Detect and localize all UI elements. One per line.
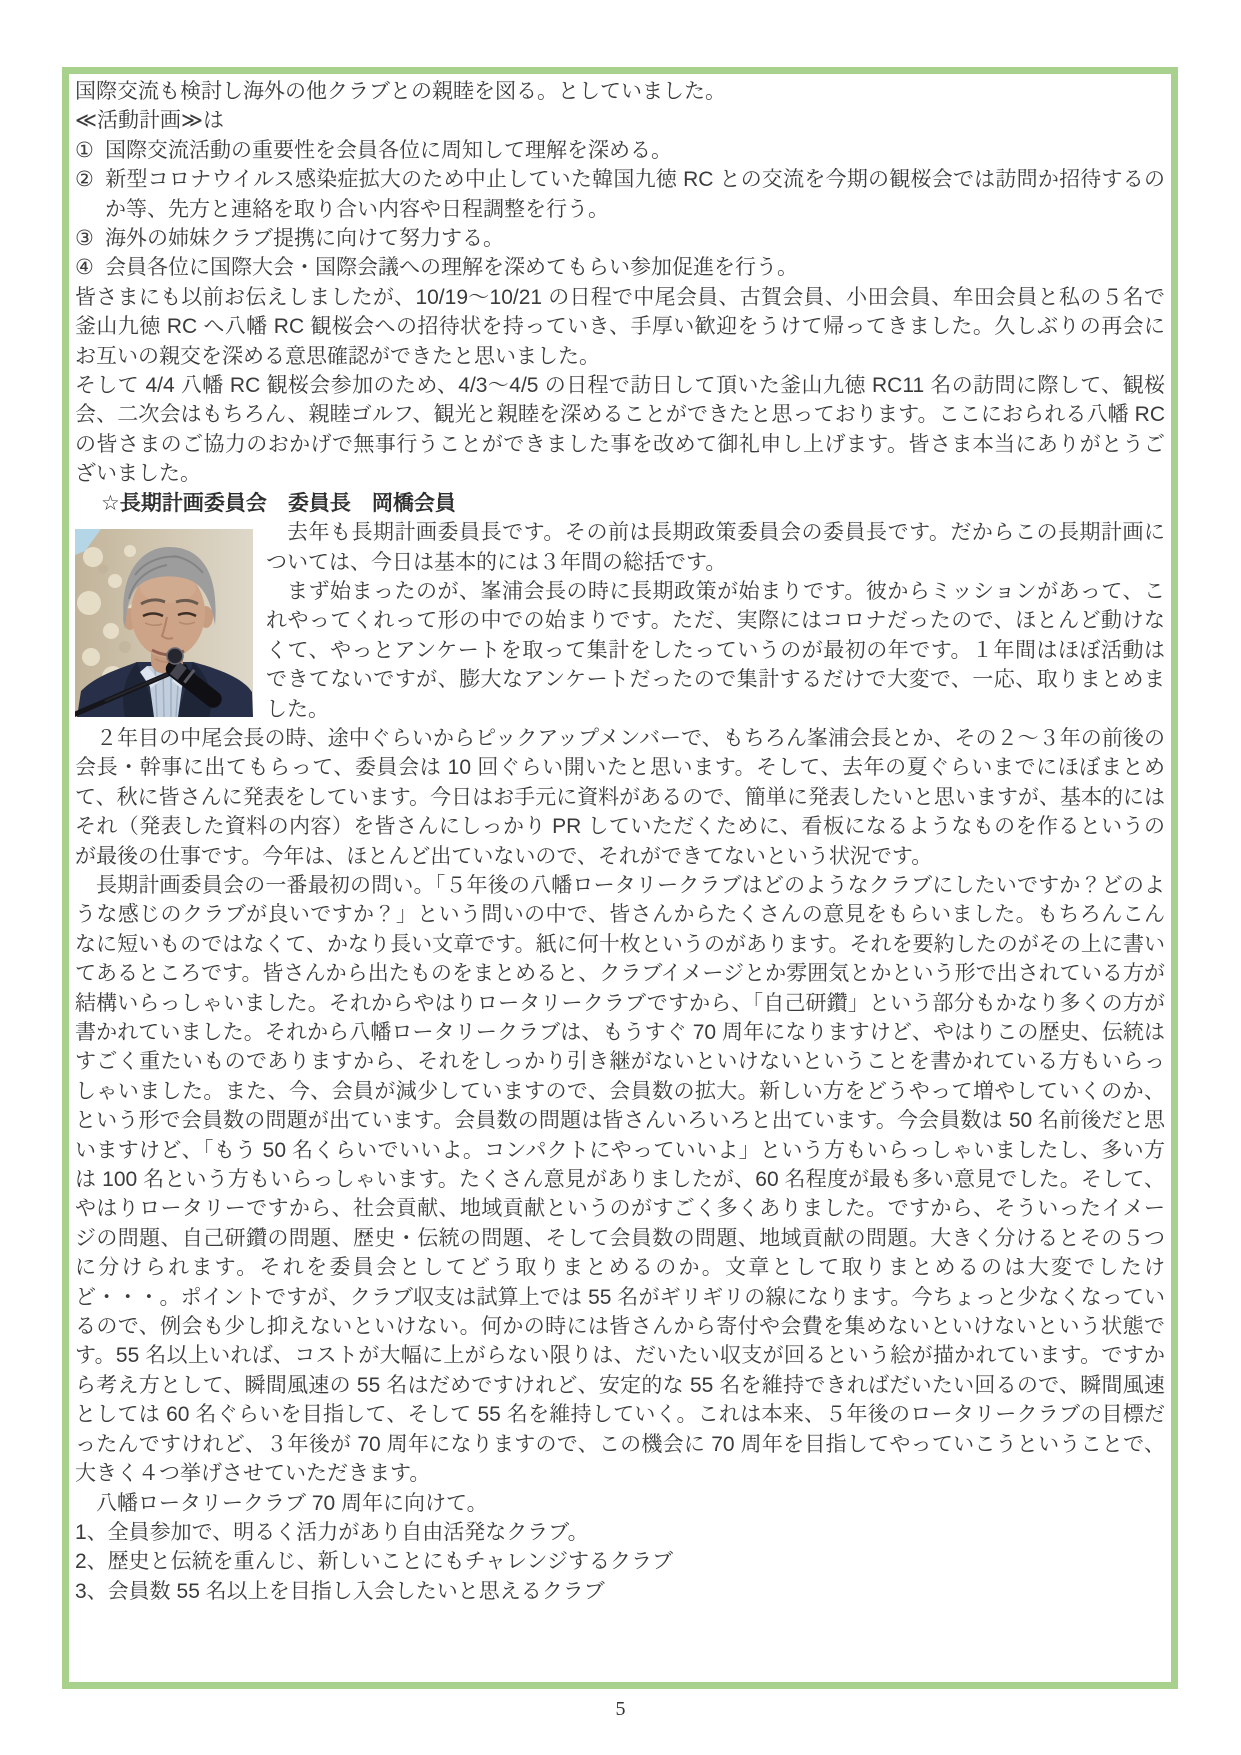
plan-item-text: 会員各位に国際大会・国際会議への理解を深めてもらい参加促進を行う。 <box>105 256 798 280</box>
speech-paragraph-2: まず始まったのが、峯浦会長の時に長期政策が始まりです。彼からミッションがあって、これやってくれって形の中での始まりです。ただ、実際にはコロナだったので、ほとんど動けなくて、やっとアンケートを取って集計をしたっていうのが最初の年です。１年間はほぼ活動はできてないですが、膨大なアンケートだったので集計するだけで大変で、一応、取りまとめました。 <box>266 579 1165 721</box>
speech-paragraph-1: 去年も長期計画委員長です。その前は長期政策委員会の委員長です。だからこの長期計画については、今日は基本的には３年間の総括です。 <box>266 521 1165 574</box>
paragraph-busan-visit: 皆さまにも以前お伝えしましたが、10/19～10/21 の日程で中尾会員、古賀会員、小田会員、牟田会員と私の５名で釜山九徳 RC へ八幡 RC 観桜会への招待状を持っていき、手厚い歓迎をうけて帰ってきました。久しぶりの再会にお互いの親交を深める意思確認ができたと思いました。 <box>75 285 1165 368</box>
intro-line: 国際交流も検討し海外の他クラブとの親睦を図る。としていました。 <box>75 80 726 103</box>
speech-paragraph-3: ２年目の中尾会長の時、途中ぐらいからピックアップメンバーで、もちろん峯浦会長とか、その２～３年の前後の会長・幹事に出てもらって、委員会は 10 回ぐらい開いたと思います。そして、去年の夏ぐらいまでにほぼまとめて、秋に皆さんに発表をしています。今日はお手元に資料があるので、簡単に発表したいと思いますが、基本的にはそれ（発表した資料の内容）を皆さんにしっかり PR していただくために、看板になるようなものを作るというのが最後の仕事です。今年は、ほとんど出ていないので、それができてないという状況です。 <box>75 726 1165 868</box>
section-heading-long-term-committee: ☆長期計画委員会 委員長 岡橋会員 <box>101 491 456 515</box>
green-border-frame <box>62 67 1178 1689</box>
goal-item-2: 2、歴史と伝統を重んじ、新しいことにもチャレンジするクラブ <box>75 1550 673 1574</box>
plan-item-number: ③ <box>75 227 94 251</box>
goal-item-1: 1、全員参加で、明るく活力があり自由活発なクラブ。 <box>75 1520 589 1544</box>
speaker-photo <box>75 529 253 717</box>
plan-item-2 <box>75 165 1165 224</box>
plan-item-1 <box>75 136 1165 165</box>
plan-title: ≪活動計画≫は <box>75 109 224 133</box>
speaker-photo-graphic <box>75 529 253 717</box>
anniversary-intro: 八幡ロータリークラブ 70 周年に向けて。 <box>96 1491 488 1515</box>
speech-block <box>75 518 1165 1488</box>
plan-item-number: ① <box>75 138 94 162</box>
paragraph-kuduck-visit: そして 4/4 八幡 RC 観桜会参加のため、4/3～4/5 の日程で訪日して頂いた釜山九徳 RC11 名の訪問に際して、観桜会、二次会はもちろん、親睦ゴルフ、観光と親睦を深めることができたと思っております。ここにおられる八幡 RC の皆さまのご協力のおかげで無事行うことができました事を改めて御礼申し上げます。皆さま本当にありがとうございました。 <box>75 374 1165 486</box>
speech-paragraph-4: 長期計画委員会の一番最初の問い。「５年後の八幡ロータリークラブはどのようなクラブにしたいですか？どのような感じのクラブが良いですか？」という問いの中で、皆さんからたくさんの意見をもらいました。もちろんこんなに短いものではなくて、かなり長い文章です。紙に何十枚というのがあります。それを要約したのがその上に書いてあるところです。皆さんから出たものをまとめると、クラブイメージとか雰囲気とかという形で出されている方が結構いらっしゃいました。それからやはりロータリークラブですから、「自己研鑽」という部分もかなり多くの方が書かれていました。それから八幡ロータリークラブは、もうすぐ 70 周年になりますけど、やはりこの歴史、伝統はすごく重たいものでありますから、それをしっかり引き継がないといけないということを書かれている方もいらっしゃいました。また、今、会員が減少していますので、会員数の拡大。新しい方をどうやって増やしていくのか、という形で会員数の問題が出ています。会員数の問題は皆さんいろいろと出ています。今会員数は 50 名前後だと思いますけど、「もう 50 名くらいでいいよ。コンパクトにやっていいよ」という方もいらっしゃいましたし、多い方は 100 名という方もいらっしゃいます。たくさん意見がありましたが、60 名程度が最も多い意見でした。そして、やはりロータリーですから、社会貢献、地域貢献というのがすごく多くありました。ですから、そういったイメージの問題、自己研鑽の問題、歴史・伝統の問題、そして会員数の問題、地域貢献の問題。大きく分けるとその５つに分けられます。それを委員会としてどう取りまとめるのか。文章として取りまとめるのは大変でしたけど・・・。ポイントですが、クラブ収支は試算上では 55 名がギリギリの線になります。今ちょっと少なくなっているので、例会も少し抑えないといけない。何かの時には皆さんから寄付や会費を集めないといけないという状態です。55 名以上いれば、コストが大幅に上がらない限りは、だいたい収支が回るという絵が描かれています。ですから考え方として、瞬間風速の 55 名はだめですけれど、安定的な 55 名を維持できればだいたい回るので、瞬間風速としては 60 名ぐらいを目指して、そして 55 名を維持していく。これは本来、５年後のロータリークラブの目標だったんですけれど、３年後が 70 周年になりますので、この機会に 70 周年を目指してやっていこうということで、大きく４つ挙げさせていただきます。 <box>75 873 1165 1486</box>
plan-item-text: 国際交流活動の重要性を会員各位に周知して理解を深める。 <box>105 138 672 162</box>
plan-item-number: ④ <box>75 256 94 280</box>
plan-item-3 <box>75 224 1165 253</box>
plan-item-text: 新型コロナウイルス感染症拡大のため中止していた韓国九徳 RC との交流を今期の観桜会では訪問か招待するのか等、先方と連絡を取り合い内容や日程調整を行う。 <box>105 168 1165 221</box>
goal-item-3: 3、会員数 55 名以上を目指し入会したいと思えるクラブ <box>75 1579 605 1603</box>
plan-item-number: ② <box>75 168 94 192</box>
plan-item-4 <box>75 253 1165 282</box>
plan-item-text: 海外の姉妹クラブ提携に向けて努力する。 <box>105 227 504 251</box>
plan-list <box>75 136 1165 283</box>
page-number: 5 <box>615 1698 626 1720</box>
